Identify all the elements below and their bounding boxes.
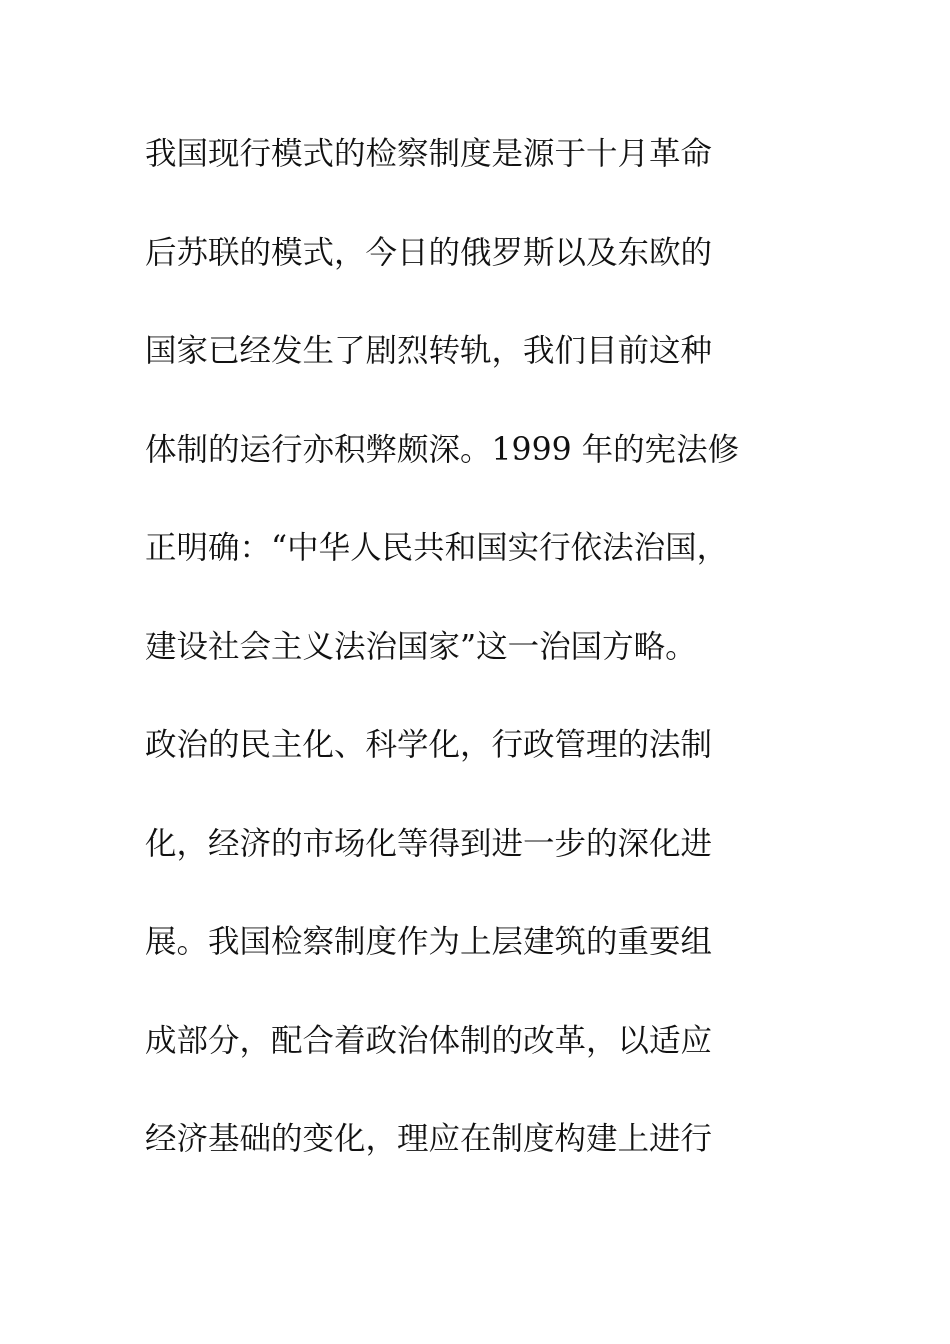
text-line: 国家已经发生了剧烈转轨，我们目前这种: [145, 333, 713, 369]
text-line: 经济基础的变化，理应在制度构建上进行: [145, 1121, 713, 1157]
text-line: 后苏联的模式，今日的俄罗斯以及东欧的: [145, 234, 713, 271]
text-line: 政治的民主化、科学化，行政管理的法制: [145, 727, 713, 763]
text-line: 建设社会主义法治国家”这一治国方略。: [145, 628, 697, 665]
text-line: 成部分，配合着政治体制的改革，以适应: [145, 1022, 713, 1059]
body-paragraph: [145, 126, 805, 1210]
text-line: 化，经济的市场化等得到进一步的深化进: [145, 825, 713, 862]
text-line: 展。我国检察制度作为上层建筑的重要组: [145, 924, 713, 960]
text-line: 我国现行模式的检察制度是源于十月革命: [145, 136, 713, 172]
text-line: 体制的运行亦积弊颇深。1999 年的宪法修: [145, 431, 740, 468]
text-line: 正明确：“中华人民共和国实行依法治国，: [145, 530, 729, 566]
